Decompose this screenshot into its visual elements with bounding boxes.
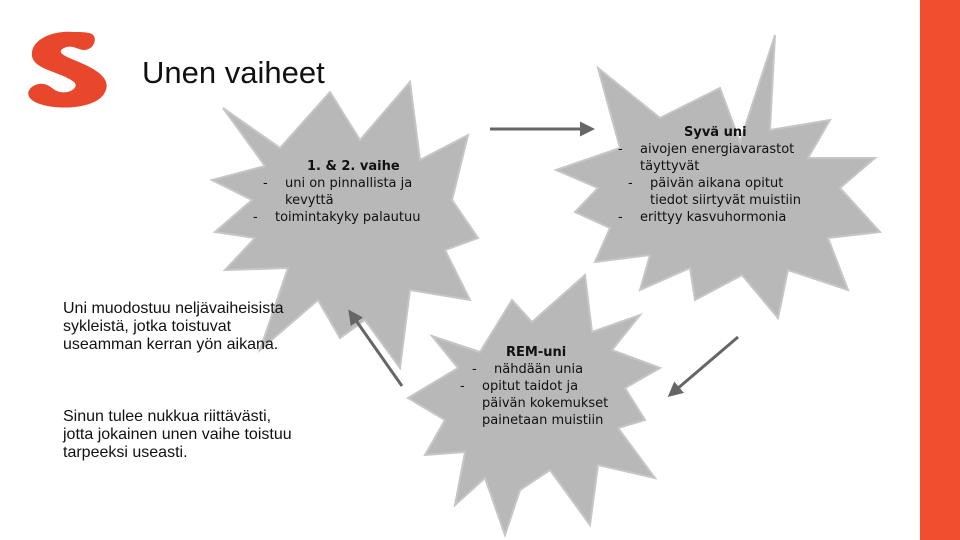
deep-heading: Syvä uni xyxy=(684,125,747,140)
page-title: Unen vaiheet xyxy=(142,55,325,90)
rem-bullet: - nähdään unia xyxy=(472,362,584,377)
bullet-dash: - xyxy=(253,210,258,225)
deep-bullet: - erittyy kasvuhormonia xyxy=(618,210,787,225)
rem-text xyxy=(460,344,632,429)
stage12-text xyxy=(253,158,465,226)
bullet-dash: - xyxy=(263,176,268,191)
bullet-dash: - xyxy=(628,176,633,191)
body-paragraph-1: Uni muodostuu neljävaiheisista sykleistä, jotka toistuvat useamman kerran yön aikana. xyxy=(63,300,284,353)
body-paragraph-2: Sinun tulee nukkua riittävästi, jotta jokainen unen vaihe toistuu tarpeeksi useasti. xyxy=(63,408,292,461)
rem-bullet: - opitut taidot ja päivän kokemukset painetaan muistiin xyxy=(460,379,609,428)
rem-heading: REM-uni xyxy=(506,345,567,360)
bullet-dash: - xyxy=(618,142,623,157)
bullet-dash: - xyxy=(460,379,465,394)
deep-text xyxy=(618,124,830,226)
stage12-heading: 1. & 2. vaihe xyxy=(307,159,400,174)
stage12-bullet: - toimintakyky palautuu xyxy=(253,210,421,225)
deep-bullet: - päivän aikana opitut tiedot siirtyvät muistiin xyxy=(628,176,802,208)
deep-bullet: - aivojen energiavarastot täyttyvät xyxy=(618,142,795,174)
arrow-deep-to-rem xyxy=(670,337,738,395)
bullet-dash: - xyxy=(472,362,477,377)
stage12-bullet: - uni on pinnallista ja kevyttä xyxy=(263,176,413,208)
bullet-dash: - xyxy=(618,210,623,225)
